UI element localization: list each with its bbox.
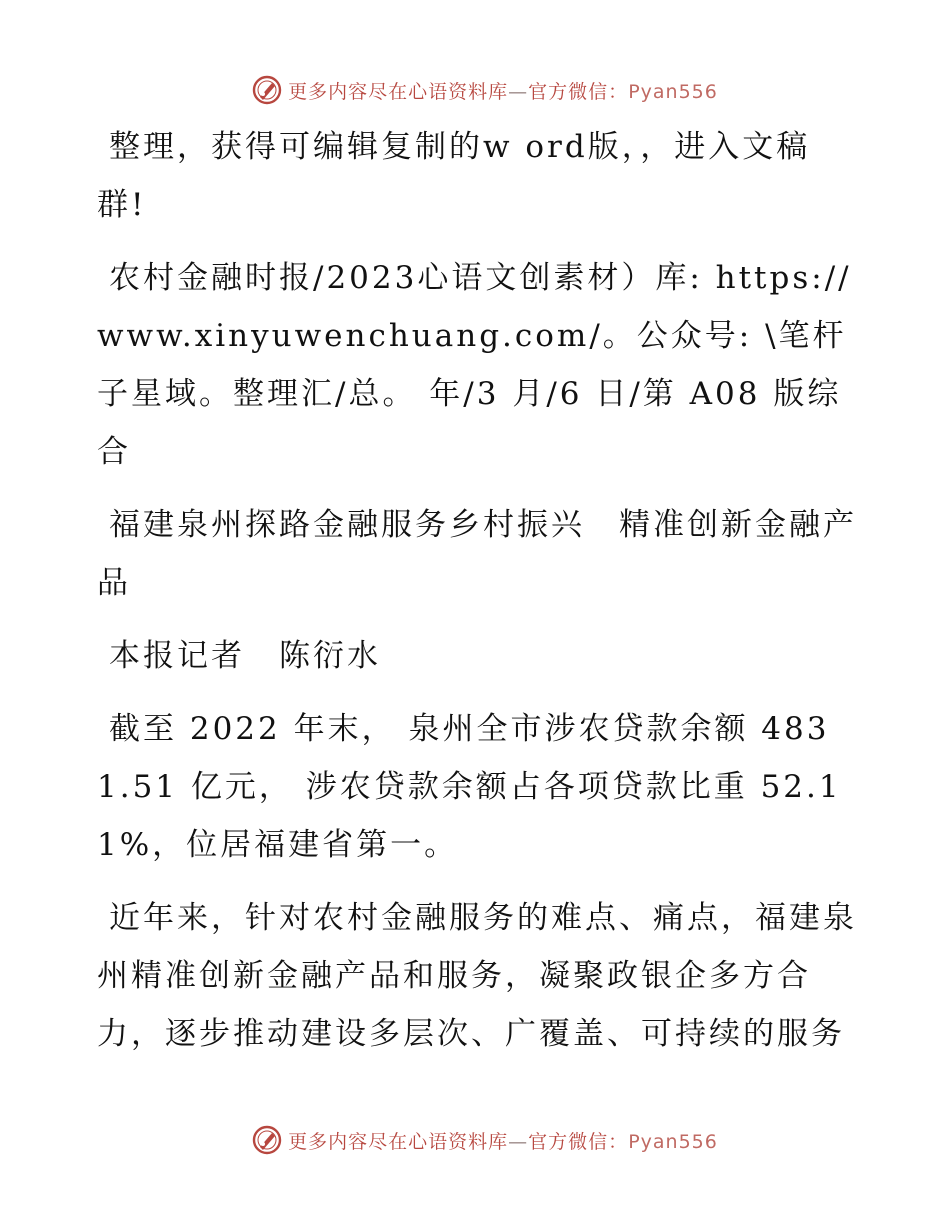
paragraph-statistics: 截至 2022 年末， 泉州全市涉农贷款余额 4831.51 亿元， 涉农贷款余额占各项贷款比重 52.11%，位居福建省第一。: [97, 711, 842, 863]
watermark-id: Pyan556: [628, 1130, 718, 1153]
watermark-separator: —: [508, 1130, 529, 1153]
paragraph-intro: 整理，获得可编辑复制的w ord版，，进入文稿群!: [97, 129, 811, 223]
article-byline: 本报记者 陈衍水: [109, 638, 381, 674]
watermark-group: [252, 1125, 718, 1155]
watermark-label: 官方微信：: [528, 80, 629, 103]
pen-nib-logo-icon: [252, 75, 282, 105]
watermark-text: [288, 1127, 718, 1154]
header-watermark: [0, 70, 950, 110]
watermark-separator: —: [508, 80, 529, 103]
watermark-label: 官方微信：: [528, 1130, 629, 1153]
article-headline: 福建泉州探路金融服务乡村振兴 精准创新金融产品: [97, 507, 857, 601]
pen-nib-logo-icon: [252, 1125, 282, 1155]
watermark-title: 更多内容尽在心语资料库: [288, 1130, 509, 1153]
paragraph-body: 近年来，针对农村金融服务的难点、痛点，福建泉州精准创新金融产品和服务，凝聚政银企多方合力，逐步推动建设多层次、广覆盖、可持续的服务: [97, 900, 857, 1052]
paragraph-source: 农村金融时报/2023心语文创素材）库: https://www.xinyuwenchuang.com/。公众号: \笔杆子星域。整理汇/总。 年/3 月/6 日/第 A08 版综合: [97, 260, 852, 470]
watermark-text: [288, 77, 718, 104]
watermark-id: Pyan556: [628, 80, 718, 103]
document-body: [97, 118, 857, 1078]
watermark-group: [252, 75, 718, 105]
footer-watermark: [0, 1120, 950, 1160]
watermark-title: 更多内容尽在心语资料库: [288, 80, 509, 103]
